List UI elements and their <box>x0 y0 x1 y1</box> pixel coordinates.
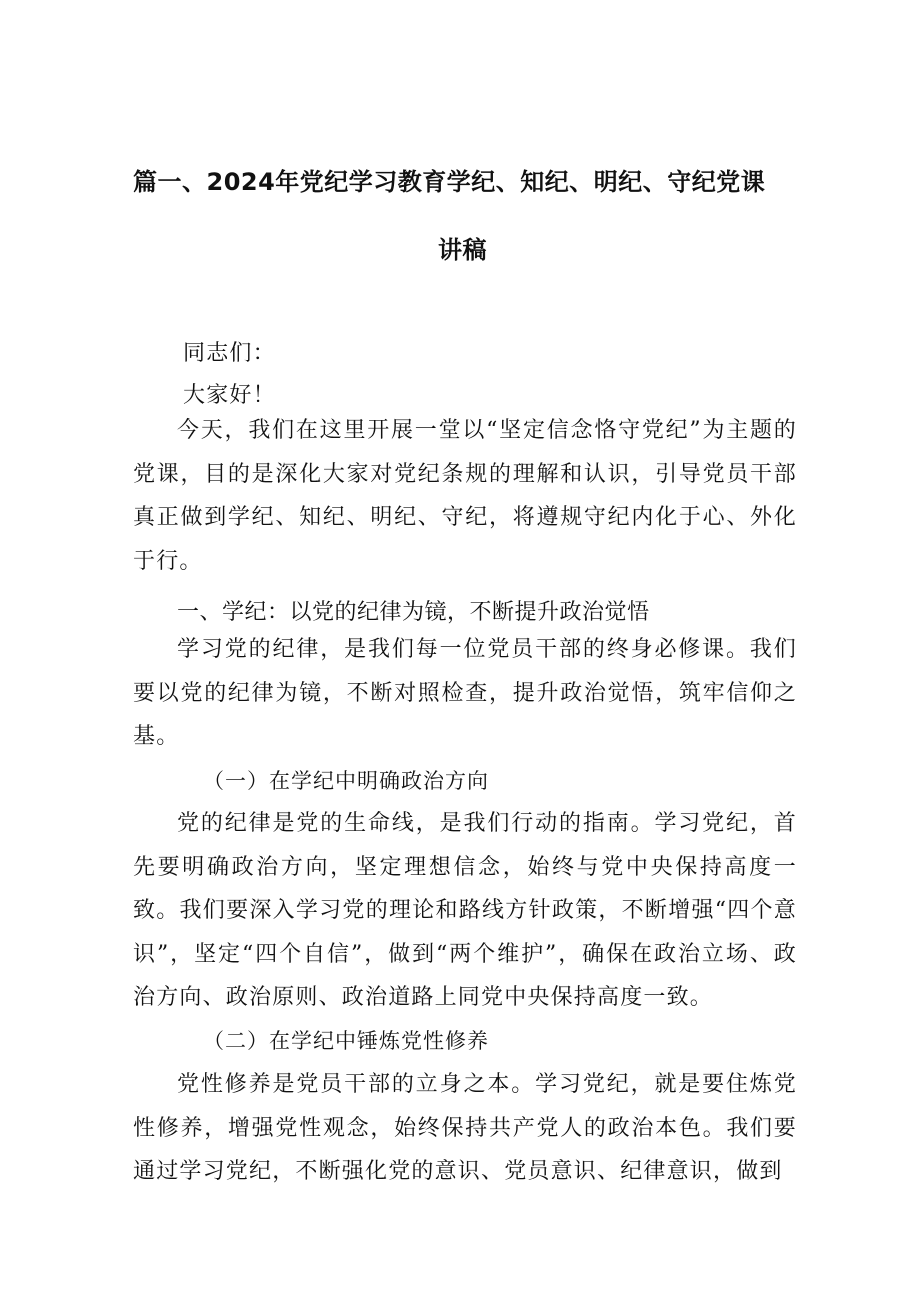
subsection-1-paragraph: 党的纪律是党的生命线，是我们行动的指南。学习党纪，首先要明确政治方向，坚定理想信念，始终与党中央保持高度一致。我们要深入学习党的理论和路线方针政策，不断增强“四个意识”，坚定“四个自信”，做到“两个维护”，确保在政治立场、政治方向、政治原则、政治道路上同党中央保持高度一致。 <box>133 811 797 1010</box>
salutation: 同志们： <box>183 341 276 366</box>
subsection-1-heading: （一）在学纪中明确政治方向 <box>203 769 489 793</box>
section-1-paragraph: 学习党的纪律，是我们每一位党员干部的终身必修课。我们要以党的纪律为镜，不断对照检查，提升政治觉悟，筑牢信仰之基。 <box>133 637 797 749</box>
section-1-heading: 一、学纪：以党的纪律为镜，不断提升政治觉悟 <box>177 600 650 625</box>
document-title-line-1: 篇一、2024年党纪学习教育学纪、知纪、明纪、守纪党课 <box>133 168 766 196</box>
intro-paragraph: 今天，我们在这里开展一堂以“坚定信念恪守党纪”为主题的党课，目的是深化大家对党纪条规的理解和认识，引导党员干部真正做到学纪、知纪、明纪、守纪，将遵规守纪内化于心、外化于行。 <box>133 418 797 574</box>
greeting: 大家好！ <box>183 383 276 408</box>
subsection-2-paragraph: 党性修养是党员干部的立身之本。学习党纪，就是要住炼党性修养，增强党性观念，始终保持共产党人的政治本色。我们要通过学习党纪，不断强化党的意识、党员意识、纪律意识，做到 <box>133 1072 797 1184</box>
document-title-line-2: 讲稿 <box>438 236 487 264</box>
subsection-2-heading: （二）在学纪中锤炼党性修养 <box>203 1029 489 1053</box>
